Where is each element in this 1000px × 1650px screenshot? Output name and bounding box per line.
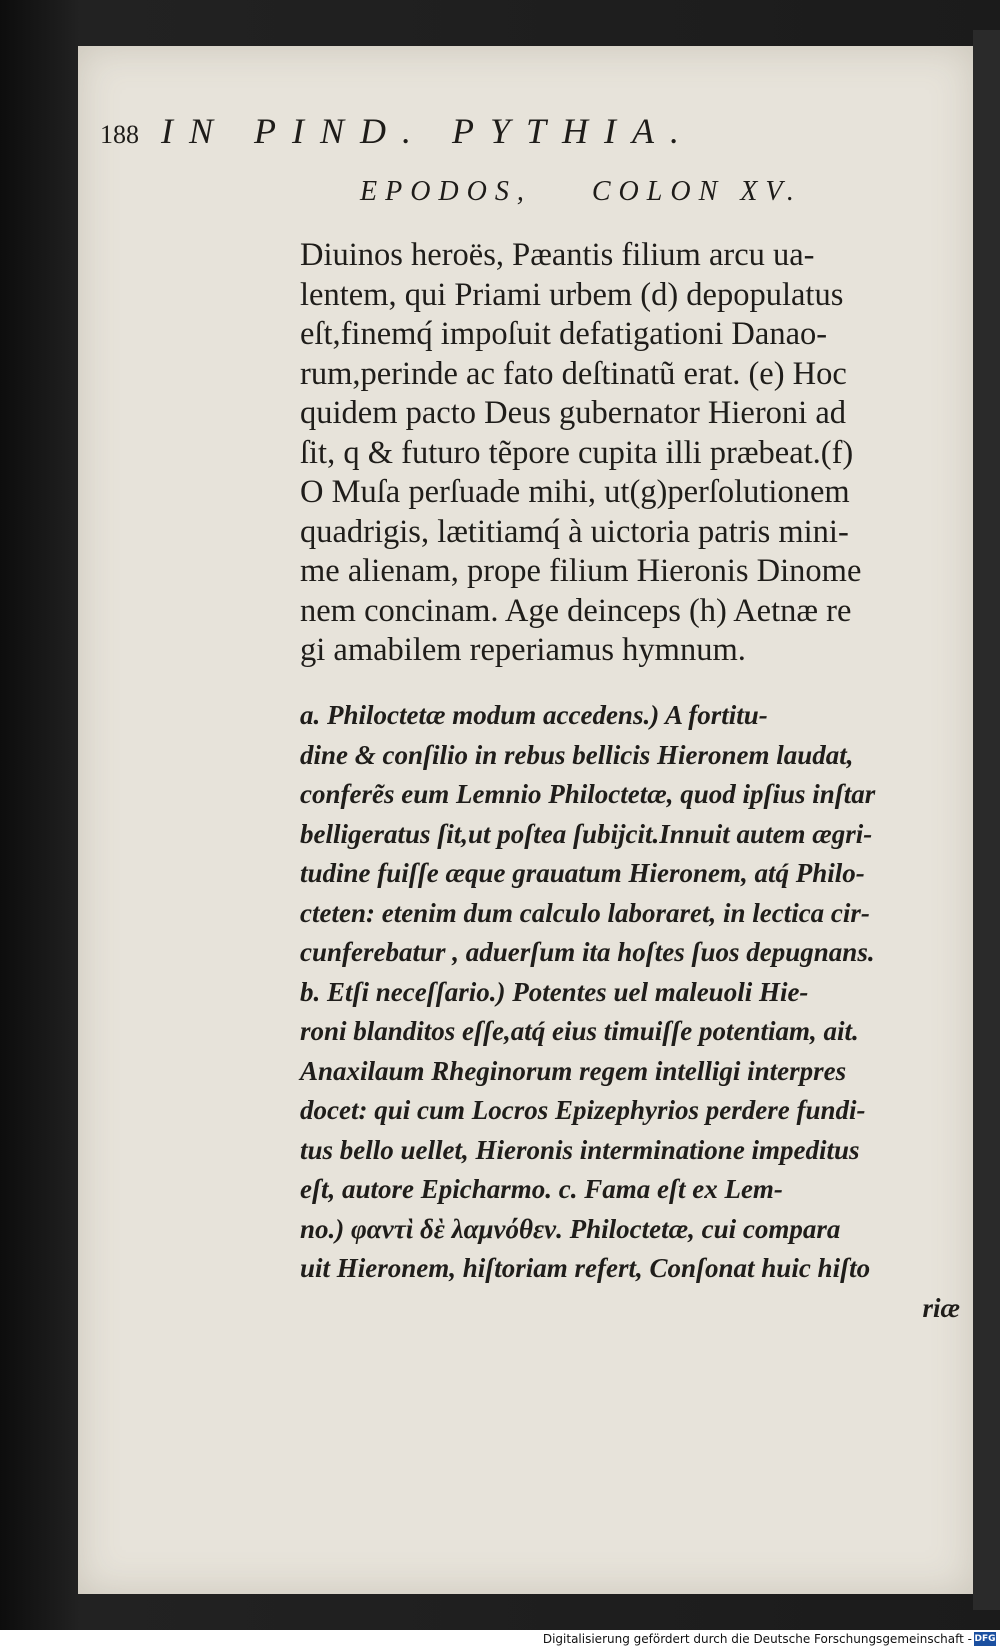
text-line: rum,perinde ac fato deſtinatũ erat. (e) Hoc	[300, 355, 847, 392]
text-line: O Muſa perſuade mihi, ut(g)perſolutionem	[300, 474, 850, 510]
commentary-line: cunferebatur , aduerſum ita hoſtes ſuos depugnans.	[300, 937, 875, 967]
page-number: 188	[100, 120, 139, 149]
text-line: nem concinam. Age deinceps (h) Aetnæ re	[300, 592, 852, 629]
commentary-text	[300, 696, 960, 1328]
running-title: IN PIND. PYTHIA.	[161, 111, 695, 151]
section-heading-left: EPODOS,	[360, 176, 532, 207]
commentary-line: cteten: etenim dum calculo laboraret, in lectica cir-	[300, 897, 870, 928]
catchword: riæ	[922, 1292, 960, 1323]
text-line: gi amabilem reperiamus hymnum.	[300, 632, 746, 668]
commentary-line: uit Hieronem, hiſtoriam refert, Conſonat huic hiſto	[300, 1253, 871, 1283]
commentary-line: no.) φαντὶ δὲ λαμνόθεν. Philoctetæ, cui compara	[300, 1213, 841, 1244]
text-line: lentem, qui Priami urbem (d) depopulatus	[300, 276, 844, 313]
commentary-line: belligeratus ſit,ut poſtea ſubijcit.Innuit autem ægri-	[300, 818, 873, 849]
commentary-line: eſt, autore Epicharmo. c. Fama eſt ex Lem-	[300, 1174, 783, 1204]
commentary-line: roni blanditos eſſe,atq́ eius timuiſſe potentiam, ait.	[300, 1016, 859, 1046]
text-line: eſt,finemq́ impoſuit defatigationi Danao-	[300, 316, 828, 352]
section-heading	[360, 176, 920, 208]
translation-text	[300, 236, 960, 671]
page-edge	[973, 30, 1000, 1610]
commentary-line: dine & conſilio in rebus bellicis Hieronem laudat,	[300, 739, 854, 770]
commentary-line: b. Etſi neceſſario.) Potentes uel maleuoli Hie-	[300, 976, 809, 1007]
commentary-line: tus bello uellet, Hieronis interminatione impeditus	[300, 1134, 860, 1165]
section-heading-right: COLON XV.	[591, 176, 802, 207]
commentary-line: Anaxilaum Rheginorum regem intelligi interpres	[300, 1055, 847, 1086]
dfg-logo: DFG	[974, 1634, 996, 1644]
commentary-line: tudine fuiſſe æque grauatum Hieronem, atq́ Philo-	[300, 858, 865, 888]
text-line: quidem pacto Deus gubernator Hieroni ad	[300, 395, 847, 431]
funding-notice: Digitalisierung gefördert durch die Deutsche Forschungsgemeinschaft -	[542, 1632, 972, 1646]
commentary-line: a. Philoctetæ modum accedens.) A fortitu-	[300, 700, 768, 730]
running-header	[100, 110, 920, 152]
text-line: ſit, q & futuro tẽpore cupita illi præbeat.(f)	[300, 434, 854, 471]
text-line: Diuinos heroës, Pæantis filium arcu ua-	[300, 237, 815, 273]
text-line: quadrigis, lætitiamq́ à uictoria patris mini-	[300, 513, 849, 550]
text-line: me alienam, prope filium Hieronis Dinome	[300, 553, 862, 589]
commentary-line: conferẽs eum Lemnio Philoctetæ, quod ipſius inſtar	[300, 779, 876, 809]
commentary-line: docet: qui cum Locros Epizephyrios perdere fundi-	[300, 1095, 866, 1125]
